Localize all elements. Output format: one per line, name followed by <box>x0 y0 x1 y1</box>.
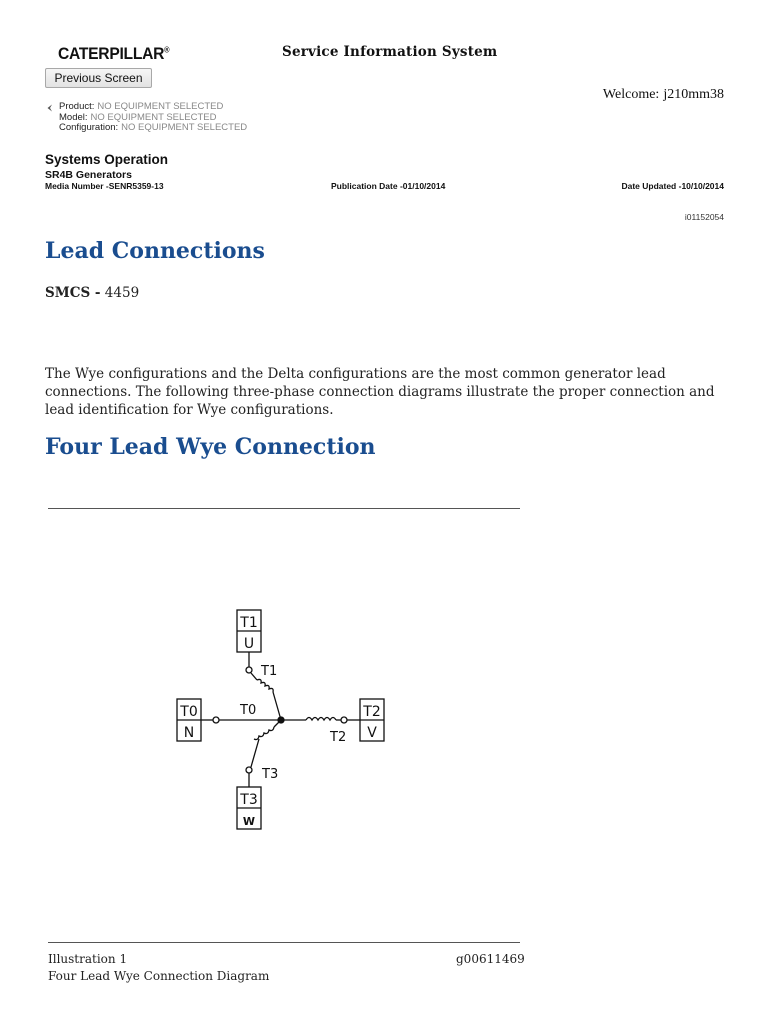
intro-paragraph: The Wye configurations and the Delta configurations are the most common generator lead connections. The following three-phase connection diagrams illustrate the proper connection and lead identification for Wye configurations. <box>45 366 715 418</box>
lead-label-t2: T2 <box>330 730 347 745</box>
illustration-number: Illustration 1 <box>48 952 128 966</box>
welcome-message <box>603 87 724 103</box>
lead-t2 <box>281 717 360 745</box>
lead-label-t0: T0 <box>240 703 257 718</box>
terminal-box-t3 <box>237 787 261 829</box>
box-t0-bottom: N <box>183 725 195 741</box>
illustration-bottom-divider <box>48 942 520 943</box>
configuration-value: NO EQUIPMENT SELECTED <box>121 122 248 133</box>
lead-label-t1: T1 <box>261 664 278 679</box>
terminal-box-t2 <box>360 699 384 741</box>
wye-connection-diagram <box>160 600 400 840</box>
publication-date: Publication Date -01/10/2014 <box>331 181 446 191</box>
lead-t3 <box>246 720 281 787</box>
media-number: Media Number -SENR5359-13 <box>45 181 164 191</box>
box-t2-top: T2 <box>363 704 381 720</box>
subsection-name: SR4B Generators <box>45 169 132 181</box>
caterpillar-logo: CATERPILLAR® <box>58 44 170 63</box>
model-value: NO EQUIPMENT SELECTED <box>90 111 217 123</box>
box-t2-bottom: V <box>367 725 377 741</box>
terminal-box-t0 <box>177 699 201 741</box>
welcome-label: Welcome: <box>602 87 660 102</box>
smcs-code: SMCS - 4459 <box>45 285 140 301</box>
neutral-junction <box>278 717 284 723</box>
product-value: NO EQUIPMENT SELECTED <box>97 101 224 112</box>
box-t1-top: T1 <box>240 615 258 631</box>
system-title: Service Information System <box>282 44 498 60</box>
section-heading: Four Lead Wye Connection <box>45 434 376 460</box>
box-t3-top: T3 <box>240 792 258 808</box>
configuration-row: Configuration: NO EQUIPMENT SELECTED <box>59 122 248 133</box>
product-row: Product: NO EQUIPMENT SELECTED <box>59 101 224 112</box>
terminal-box-t1 <box>237 610 261 652</box>
section-name: Systems Operation <box>45 152 169 167</box>
box-t0-top: T0 <box>180 704 198 720</box>
box-t3-bottom: W <box>242 815 256 828</box>
welcome-user: j210mm38 <box>663 87 724 102</box>
document-id: i01152054 <box>684 212 724 222</box>
illustration-top-divider <box>48 508 520 509</box>
date-updated: Date Updated -10/10/2014 <box>621 181 724 191</box>
illustration-caption: Four Lead Wye Connection Diagram <box>48 969 270 983</box>
lead-t0 <box>201 703 281 723</box>
model-row: Model: NO EQUIPMENT SELECTED <box>59 111 217 123</box>
box-t1-bottom: U <box>243 636 255 652</box>
illustration-id: g00611469 <box>456 952 525 966</box>
previous-screen-button[interactable]: Previous Screen <box>45 68 152 88</box>
page-title: Lead Connections <box>45 238 265 264</box>
equipment-info <box>45 102 247 134</box>
lead-label-t3: T3 <box>262 767 279 782</box>
